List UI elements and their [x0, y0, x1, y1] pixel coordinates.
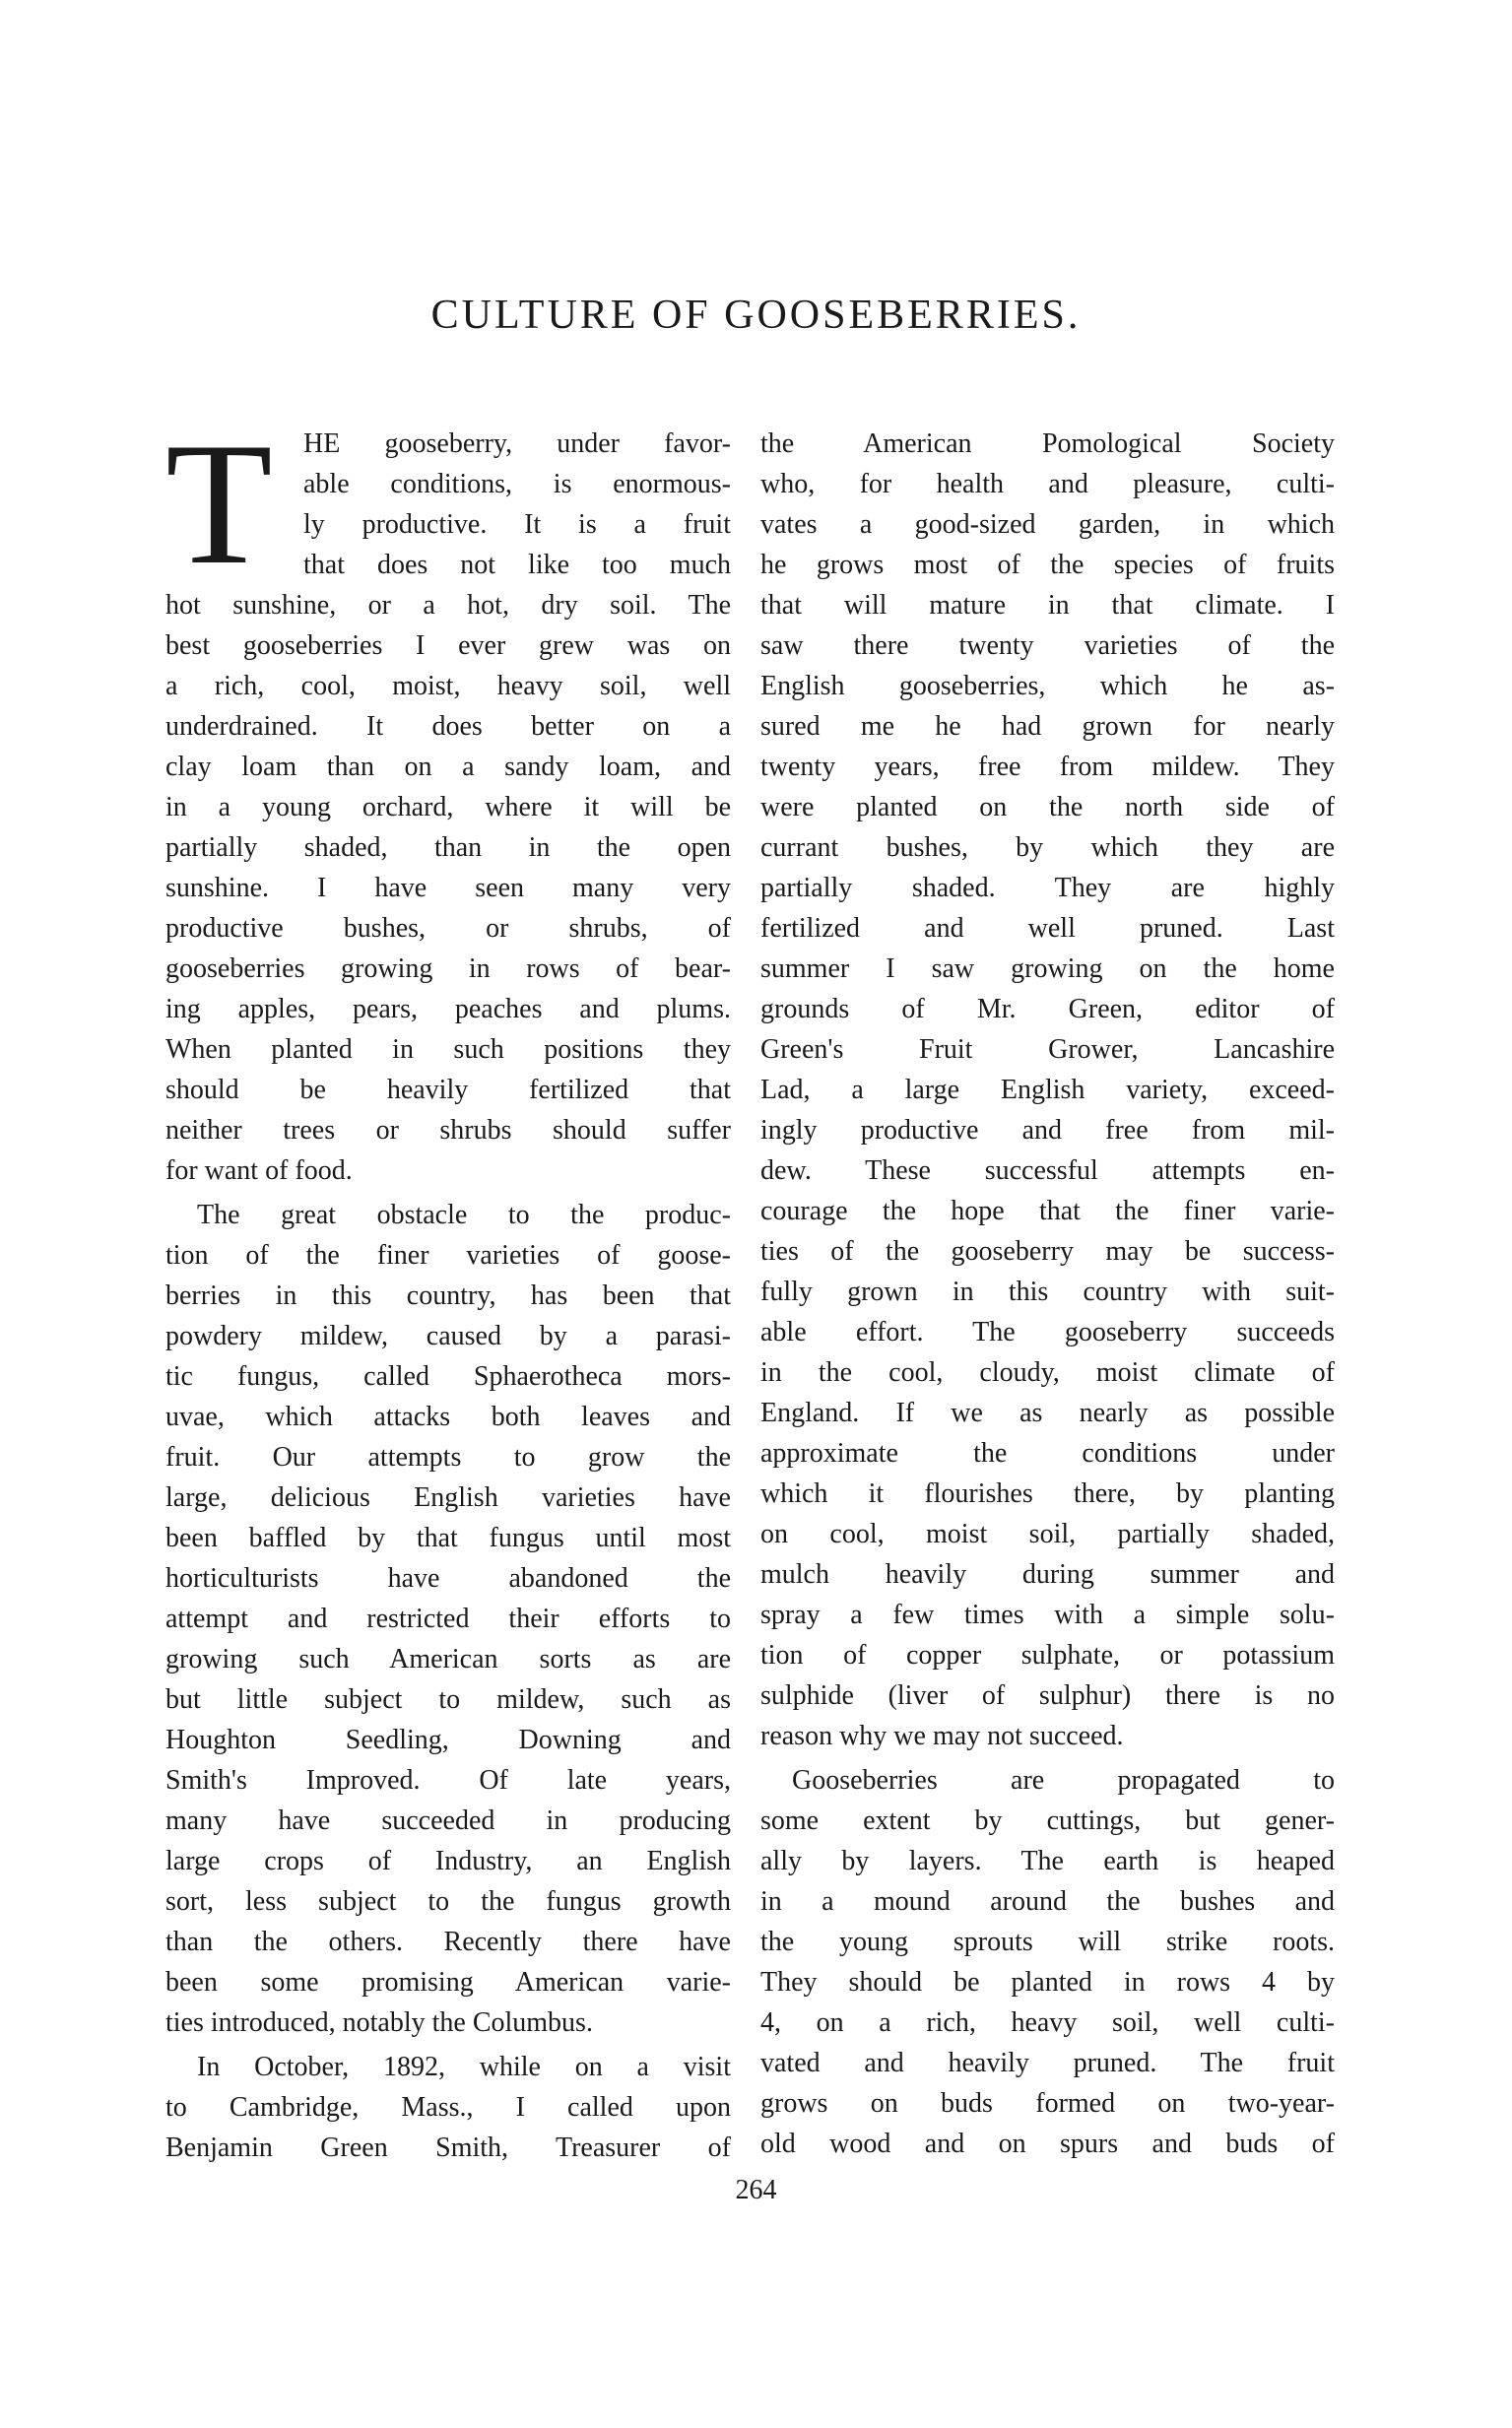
text-line: the American Pomological Society	[760, 428, 1335, 459]
text-line: Gooseberries are propagated to	[792, 1765, 1335, 1796]
text-line: Smith's Improved. Of late years,	[165, 1765, 731, 1796]
text-line: spray a few times with a simple solu-	[760, 1600, 1335, 1630]
text-line: neither trees or shrubs should suffer	[165, 1115, 731, 1146]
text-line: who, for health and pleasure, culti-	[760, 469, 1335, 499]
text-line: ties of the gooseberry may be success-	[760, 1236, 1335, 1267]
text-line: which it flourishes there, by planting	[760, 1478, 1335, 1509]
text-line: some extent by cuttings, but gener-	[760, 1805, 1335, 1836]
text-line: berries in this country, has been that	[165, 1280, 731, 1311]
text-line: currant bushes, by which they are	[760, 832, 1335, 863]
text-line: old wood and on spurs and buds of	[760, 2129, 1335, 2159]
text-line: ing apples, pears, peaches and plums.	[165, 994, 731, 1024]
text-line: mulch heavily during summer and	[760, 1559, 1335, 1590]
text-line: ally by layers. The earth is heaped	[760, 1846, 1335, 1876]
left-column	[165, 406, 731, 2172]
paragraph	[165, 2047, 731, 2168]
text-line: best gooseberries I ever grew was on	[165, 630, 731, 661]
text-line: many have succeeded in producing	[165, 1805, 731, 1836]
text-line: sulphide (liver of sulphur) there is no	[760, 1680, 1335, 1711]
text-line: but little subject to mildew, such as	[165, 1684, 731, 1715]
paragraph	[760, 1760, 1335, 2164]
right-column	[760, 424, 1335, 2168]
text-line: Benjamin Green Smith, Treasurer of	[165, 2133, 731, 2163]
text-line: been baffled by that fungus until most	[165, 1523, 731, 1553]
text-line: horticulturists have abandoned the	[165, 1563, 731, 1594]
text-line: in a young orchard, where it will be	[165, 792, 731, 822]
text-line: When planted in such positions they	[165, 1034, 731, 1065]
text-line: sunshine. I have seen many very	[165, 873, 731, 903]
text-line: for want of food.	[165, 1155, 353, 1186]
text-line: ingly productive and free from mil-	[760, 1115, 1335, 1146]
text-line: fruit. Our attempts to grow the	[165, 1442, 731, 1473]
text-line: a rich, cool, moist, heavy soil, well	[165, 671, 731, 701]
text-line: vated and heavily pruned. The fruit	[760, 2048, 1335, 2078]
text-line: in the cool, cloudy, moist climate of	[760, 1357, 1335, 1388]
text-line: fertilized and well pruned. Last	[760, 913, 1335, 944]
text-line: to Cambridge, Mass., I called upon	[165, 2092, 731, 2123]
text-line: in a mound around the bushes and	[760, 1886, 1335, 1917]
text-line: ly productive. It is a fruit	[303, 509, 731, 540]
text-line: he grows most of the species of fruits	[760, 550, 1335, 580]
text-line: were planted on the north side of	[760, 792, 1335, 822]
text-line: courage the hope that the finer varie-	[760, 1196, 1335, 1226]
text-line: tion of the finer varieties of goose-	[165, 1240, 731, 1271]
text-line: tic fungus, called Sphaerotheca mors-	[165, 1361, 731, 1392]
text-line: uvae, which attacks both leaves and	[165, 1402, 731, 1432]
text-line: sort, less subject to the fungus growth	[165, 1886, 731, 1917]
text-line: fully grown in this country with suit-	[760, 1277, 1335, 1307]
paragraph	[165, 1195, 731, 2043]
text-line: the young sprouts will strike roots.	[760, 1927, 1335, 1957]
text-line: underdrained. It does better on a	[165, 711, 731, 742]
text-line: grounds of Mr. Green, editor of	[760, 994, 1335, 1024]
text-line: than the others. Recently there have	[165, 1927, 731, 1957]
text-line: that does not like too much	[303, 550, 731, 580]
text-line: Houghton Seedling, Downing and	[165, 1725, 731, 1755]
text-line: twenty years, free from mildew. They	[760, 752, 1335, 782]
text-line: able conditions, is enormous-	[303, 469, 731, 499]
text-line: summer I saw growing on the home	[760, 953, 1335, 984]
text-line: The great obstacle to the produc-	[197, 1200, 731, 1230]
text-line: reason why we may not succeed.	[760, 1721, 1124, 1751]
text-line: been some promising American varie-	[165, 1967, 731, 1998]
text-line: grows on buds formed on two-year-	[760, 2088, 1335, 2119]
page-number: 264	[735, 2175, 777, 2205]
text-line: on cool, moist soil, partially shaded,	[760, 1519, 1335, 1549]
text-line: Green's Fruit Grower, Lancashire	[760, 1034, 1335, 1065]
text-line: In October, 1892, while on a visit	[197, 2052, 731, 2082]
text-line: partially shaded. They are highly	[760, 873, 1335, 903]
text-line: gooseberries growing in rows of bear-	[165, 953, 731, 984]
text-line: should be heavily fertilized that	[165, 1075, 731, 1105]
text-line: vates a good-sized garden, in which	[760, 509, 1335, 540]
text-line: dew. These successful attempts en-	[760, 1155, 1335, 1186]
text-line: productive bushes, or shrubs, of	[165, 913, 731, 944]
text-line: powdery mildew, caused by a parasi-	[165, 1321, 731, 1351]
text-line: attempt and restricted their efforts to	[165, 1604, 731, 1634]
text-line: that will mature in that climate. I	[760, 590, 1335, 621]
drop-cap: T	[165, 406, 273, 601]
text-line: ties introduced, notably the Columbus.	[165, 2007, 593, 2038]
text-line: English gooseberries, which he as-	[760, 671, 1335, 701]
text-line: They should be planted in rows 4 by	[760, 1967, 1335, 1998]
text-line: able effort. The gooseberry succeeds	[760, 1317, 1335, 1347]
text-line: 4, on a rich, heavy soil, well culti-	[760, 2007, 1335, 2038]
text-line: approximate the conditions under	[760, 1438, 1335, 1469]
article-title: CULTURE OF GOOSEBERRIES.	[430, 293, 1082, 338]
text-line: partially shaded, than in the open	[165, 832, 731, 863]
text-line: saw there twenty varieties of the	[760, 630, 1335, 661]
text-line: England. If we as nearly as possible	[760, 1398, 1335, 1428]
text-line: hot sunshine, or a hot, dry soil. The	[165, 590, 731, 621]
text-line: growing such American sorts as are	[165, 1644, 731, 1674]
text-line: sured me he had grown for nearly	[760, 711, 1335, 742]
text-line: large crops of Industry, an English	[165, 1846, 731, 1876]
text-line: tion of copper sulphate, or potassium	[760, 1640, 1335, 1671]
text-line: HE gooseberry, under favor-	[303, 428, 731, 459]
text-line: Lad, a large English variety, exceed-	[760, 1075, 1335, 1105]
paragraph	[760, 424, 1335, 1756]
text-line: large, delicious English varieties have	[165, 1482, 731, 1513]
text-line: clay loam than on a sandy loam, and	[165, 752, 731, 782]
